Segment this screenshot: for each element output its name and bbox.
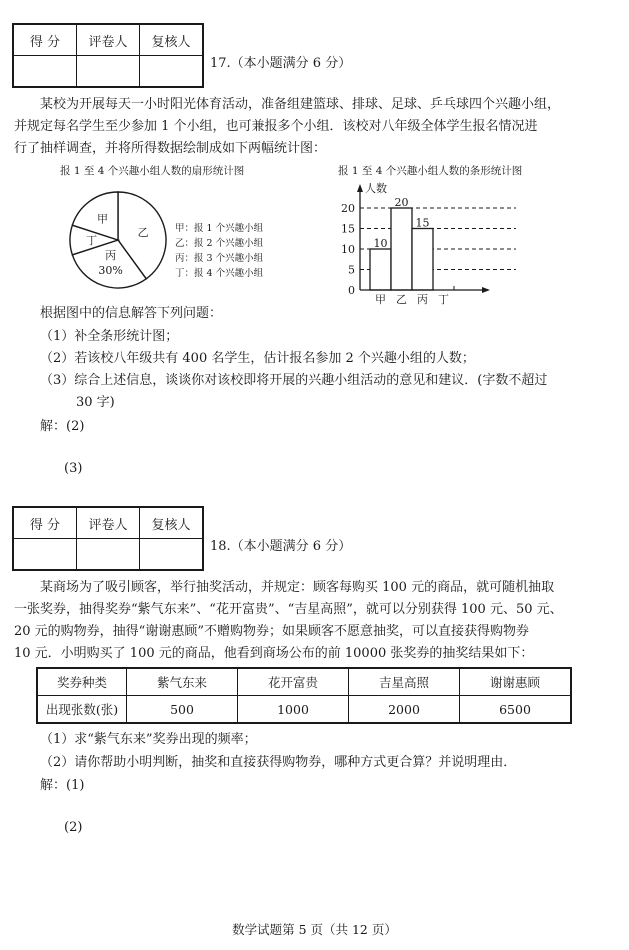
- table-cell: 2000: [349, 696, 460, 724]
- q17-intro-line: 并规定每名学生至少参加 1 个小组，也可兼报多个小组．该校对八年级全体学生报名情况进: [14, 119, 538, 134]
- legend-item-jia: 甲：报 1 个兴趣小组: [175, 223, 264, 234]
- x-category-label: 甲: [375, 293, 386, 305]
- pie-chart: [60, 185, 180, 295]
- pie-slice-label: 丙: [105, 248, 117, 262]
- table-row: [37, 696, 571, 724]
- legend-item-bing: 丙：报 3 个兴趣小组: [175, 253, 264, 264]
- table-cell: 吉星高照: [349, 668, 460, 696]
- reviewer-header: 复核人: [140, 24, 204, 56]
- pie-slice-label: 丁: [86, 234, 98, 247]
- y-axis-label: 人数: [365, 182, 387, 195]
- q18-title: 18.（本小题满分 6 分）: [210, 539, 352, 554]
- table-cell: 出现张数(张): [37, 696, 127, 724]
- y-tick-label: 5: [348, 263, 355, 277]
- x-category-label: 丙: [417, 293, 428, 305]
- q17-answer-area[interactable]: [40, 432, 610, 502]
- bar-乙: [391, 208, 412, 290]
- table-cell: 紫气东来: [127, 668, 238, 696]
- legend-item-yi: 乙：报 2 个兴趣小组: [175, 238, 264, 249]
- q18-answer-label: 解：(1): [40, 778, 85, 793]
- score-header: 得 分: [13, 507, 77, 539]
- reviewer-cell[interactable]: [140, 56, 204, 88]
- q17-question-2: （2）若该校八年级共有 400 名学生，估计报名参加 2 个兴趣小组的人数；: [40, 351, 475, 366]
- y-axis-arrow-icon: [357, 184, 363, 192]
- table-cell: 6500: [460, 696, 572, 724]
- legend-item-ding: 丁：报 4 个兴趣小组: [175, 268, 264, 279]
- pie-slice-label: 甲: [97, 212, 108, 226]
- y-tick-label: 15: [341, 222, 355, 236]
- y-tick-label: 20: [341, 202, 355, 215]
- bar-data-label: 15: [415, 216, 430, 230]
- score-box-q18: [12, 506, 204, 571]
- pie-slice-label: 乙: [137, 225, 149, 239]
- bar-丙: [412, 229, 433, 291]
- q18-answer-part2: (2): [64, 820, 83, 835]
- table-cell: 1000: [238, 696, 349, 724]
- table-cell: 500: [127, 696, 238, 724]
- table-cell: 花开富贵: [238, 668, 349, 696]
- bar-data-label: 10: [373, 237, 388, 250]
- q17-intro-line: 某校为开展每天一小时阳光体育活动，准备组建篮球、排球、足球、乒乓球四个兴趣小组，: [40, 97, 561, 112]
- pie-chart-title: 报 1 至 4 个兴趣小组人数的扇形统计图: [60, 165, 245, 177]
- bar-chart: [338, 180, 518, 305]
- y-tick-label: 0: [348, 284, 355, 297]
- q17-title: 17.（本小题满分 6 分）: [210, 56, 352, 71]
- q18-intro-line: 10 元．小明购买了 100 元的商品，他看到商场公布的前 10000 张奖券的抽奖结果如下：: [14, 646, 534, 661]
- page-footer: 数学试题第 5 页（共 12 页）: [232, 922, 397, 937]
- table-header-row: [37, 668, 571, 696]
- x-axis-arrow-icon: [482, 287, 490, 293]
- x-category-label: 乙: [396, 293, 407, 305]
- grader-cell[interactable]: [77, 56, 140, 88]
- pie-legend: [175, 221, 263, 281]
- q17-answer-label: 解：(2): [40, 419, 85, 434]
- y-tick-label: 10: [341, 243, 355, 256]
- q18-intro-line: 一张奖券，抽得奖券“紫气东来”、“花开富贵”、“吉星高照”，就可以分别获得 100 元、50 元、: [14, 602, 563, 617]
- score-cell[interactable]: [13, 539, 77, 571]
- q17-answer-part3: (3): [64, 461, 83, 476]
- grader-header: 评卷人: [77, 507, 140, 539]
- bar-甲: [370, 249, 391, 290]
- prize-table: [36, 667, 572, 724]
- table-cell: 谢谢惠顾: [460, 668, 572, 696]
- q17-intro-line: 行了抽样调查，并将所得数据绘制成如下两幅统计图：: [14, 141, 327, 156]
- pie-data-label: 30%: [98, 263, 123, 277]
- reviewer-header: 复核人: [140, 507, 204, 539]
- bar-chart-title: 报 1 至 4 个兴趣小组人数的条形统计图: [338, 165, 523, 177]
- q18-question-2: （2）请你帮助小明判断，抽奖和直接获得购物券，哪种方式更合算？并说明理由．: [40, 755, 517, 770]
- bar-data-label: 20: [394, 196, 409, 209]
- grader-header: 评卷人: [77, 24, 140, 56]
- score-cell[interactable]: [13, 56, 77, 88]
- grader-cell[interactable]: [77, 539, 140, 571]
- table-cell: 奖券种类: [37, 668, 127, 696]
- score-box-q17: [12, 23, 204, 88]
- q18-question-1: （1）求“紫气东来”奖券出现的频率；: [40, 732, 257, 747]
- q17-question-3-cont: 30 字): [76, 395, 115, 410]
- score-header: 得 分: [13, 24, 77, 56]
- q17-question-1: （1）补全条形统计图；: [40, 329, 179, 344]
- q18-answer-area[interactable]: [40, 792, 610, 902]
- reviewer-cell[interactable]: [140, 539, 204, 571]
- x-category-label: 丁: [438, 293, 449, 305]
- q18-intro-line: 20 元的购物券，抽得“谢谢惠顾”不赠购物券；如果顾客不愿意抽奖，可以直接获得购物券: [14, 624, 529, 639]
- q17-question-3: （3）综合上述信息，谈谈你对该校即将开展的兴趣小组活动的意见和建议．(字数不超过: [40, 373, 548, 388]
- q17-prompt: 根据图中的信息解答下列问题：: [40, 306, 223, 321]
- q18-intro-line: 某商场为了吸引顾客，举行抽奖活动，并规定：顾客每购买 100 元的商品，就可随机抽取: [40, 580, 555, 595]
